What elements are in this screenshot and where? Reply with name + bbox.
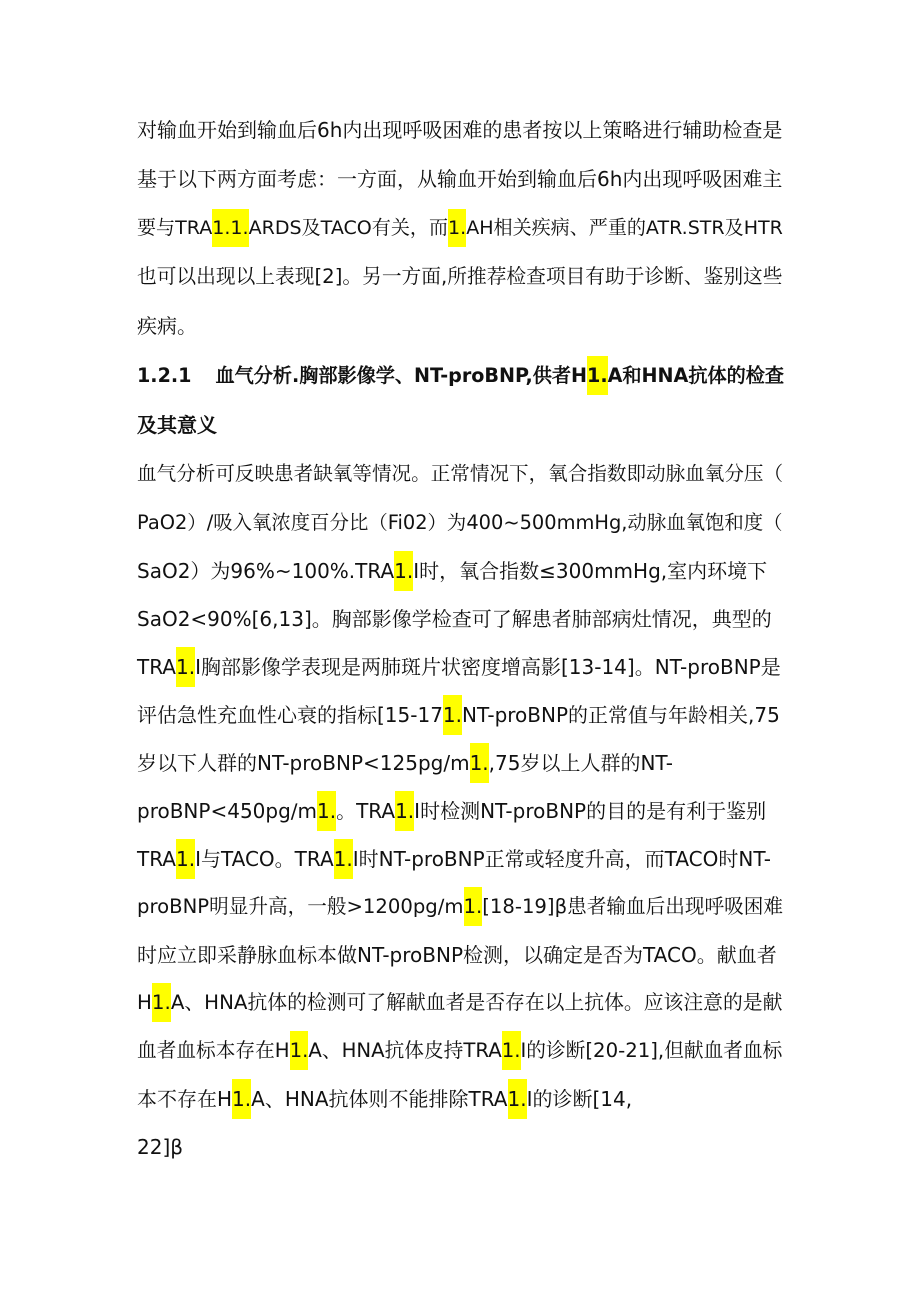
highlight-mark: 1. — [508, 1079, 527, 1119]
text-run: AH相关疾病、严重的ATR.STR及HTR — [466, 217, 783, 239]
paragraph-line — [137, 165, 782, 193]
paragraph-line — [137, 653, 781, 681]
text-run: I与TACO。TRA — [195, 847, 334, 871]
paragraph-line — [137, 263, 782, 291]
text-run: SaO2<90%[6,13]。胸部影像学检查可了解患者肺部病灶情况，典型的 — [137, 607, 772, 631]
highlight-mark: 1.1. — [212, 209, 248, 247]
text-run: 评估急性充血性心衰的指标[15-17 — [137, 703, 443, 727]
text-run: proBNP<450pg∕m — [137, 799, 317, 823]
highlight-mark: 1. — [317, 791, 336, 831]
text-run: SaO2）为96%~100%.TRA — [137, 559, 395, 583]
highlight-mark: 1. — [464, 887, 483, 926]
paragraph-line — [137, 509, 783, 537]
section-heading-line2 — [137, 411, 217, 439]
paragraph-line — [137, 797, 766, 825]
text-run: I胸部影像学表现是两肺斑片状密度增高影[13-14]。NT-proBNP是 — [195, 655, 781, 679]
text-run: 及其意义 — [137, 413, 217, 437]
highlight-mark: 1. — [395, 791, 414, 831]
paragraph-line — [137, 214, 783, 242]
text-run: 22]β — [137, 1135, 184, 1159]
text-run: 岁以下人群的NT-proBNP<125pg/m — [137, 751, 470, 775]
paragraph-line — [137, 116, 782, 144]
paragraph-line — [137, 312, 197, 340]
highlight-mark: 1. — [587, 356, 608, 395]
text-run: NT-proBNP的正常值与年龄相关,75 — [462, 703, 780, 727]
paragraph-line — [137, 1037, 782, 1065]
text-run: proBNP明显升高，一般>1200pg∕m — [137, 895, 464, 918]
text-run: TRA — [137, 655, 176, 679]
highlight-mark: 1. — [152, 983, 171, 1022]
paragraph-line — [137, 1133, 183, 1161]
highlight-mark: 1. — [448, 209, 466, 247]
text-run: I时NT-proBNP正常或轻度升高，而TACO时NT- — [352, 847, 771, 871]
paragraph-line — [137, 989, 782, 1017]
text-run: I的诊断[14, — [526, 1087, 633, 1111]
highlight-mark: 1. — [290, 1031, 309, 1070]
highlight-mark: 1. — [232, 1079, 251, 1119]
text-run: 血气分析可反映患者缺氧等情况。正常情况下，氧合指数即动脉血氧分压（ — [137, 462, 784, 485]
highlight-mark: 1. — [502, 1031, 521, 1070]
paragraph-line — [137, 941, 777, 969]
text-run: TRA — [137, 847, 176, 871]
text-run: 时应立即采静脉血标本做NT-proBNP检测，以确定是否为TACO。献血者 — [137, 943, 777, 967]
text-run: ,75岁以上人群的NT- — [488, 751, 674, 775]
text-run: A、HNA抗体的检测可了解献血者是否存在以上抗体。应该注意的是献 — [170, 991, 783, 1014]
highlight-mark: 1. — [334, 839, 353, 879]
highlight-mark: 1. — [176, 647, 195, 687]
paragraph-line — [137, 1085, 632, 1113]
text-run: I的诊断[20-21],但献血者血标 — [520, 1039, 783, 1062]
text-run: 也可以出现以上表现[2]。另一方面,所推荐检查项目有助于诊断、鉴别这些 — [137, 265, 783, 288]
paragraph-line — [137, 557, 767, 585]
text-run: [18-19]β患者输血后出现呼吸困难 — [482, 895, 783, 918]
text-run: 。TRA — [336, 799, 396, 823]
text-run: A和HNA抗体的检查 — [607, 364, 784, 387]
text-run: 本不存在H — [137, 1087, 233, 1111]
text-run: 血者血标本存在H — [137, 1039, 290, 1062]
text-run: ARDS及TACO有关，而 — [248, 217, 448, 239]
paragraph-line — [137, 749, 673, 777]
text-run: 血气分析.胸部影像学、NT-proBNP,供者H — [215, 364, 588, 387]
section-number: 1.2.1 — [137, 364, 192, 387]
text-run: H — [137, 991, 152, 1014]
section-heading — [137, 362, 784, 390]
paragraph-line — [137, 893, 783, 921]
text-run: 对输血开始到输血后6h内出现呼吸困难的患者按以上策略进行辅助检查是 — [137, 118, 783, 142]
paragraph-line — [137, 605, 772, 633]
text-run: 疾病。 — [137, 314, 197, 338]
highlight-mark: 1. — [470, 743, 489, 783]
highlight-mark: 1. — [176, 839, 195, 879]
text-run: I时检测NT-proBNP的目的是有利于鉴别 — [414, 799, 767, 823]
text-run: A、HNA抗体则不能排除TRA — [251, 1087, 508, 1111]
paragraph-line — [137, 701, 780, 729]
paragraph-line — [137, 845, 771, 873]
text-run: 要与TRA — [137, 217, 213, 239]
text-run: A、HNA抗体皮持TRA — [308, 1039, 502, 1062]
highlight-mark: 1. — [443, 695, 462, 735]
paragraph-line — [137, 460, 783, 488]
text-run: I时，氧合指数≤300mmHg,室内环境下 — [413, 559, 768, 583]
text-run: 基于以下两方面考虑：一方面，从输血开始到输血后6h内出现呼吸困难主 — [137, 167, 783, 191]
highlight-mark: 1. — [394, 551, 413, 591]
text-run: PaO2）/吸入氧浓度百分比（Fi02）为400~500mmHg,动脉血氧饱和度（ — [137, 511, 783, 534]
